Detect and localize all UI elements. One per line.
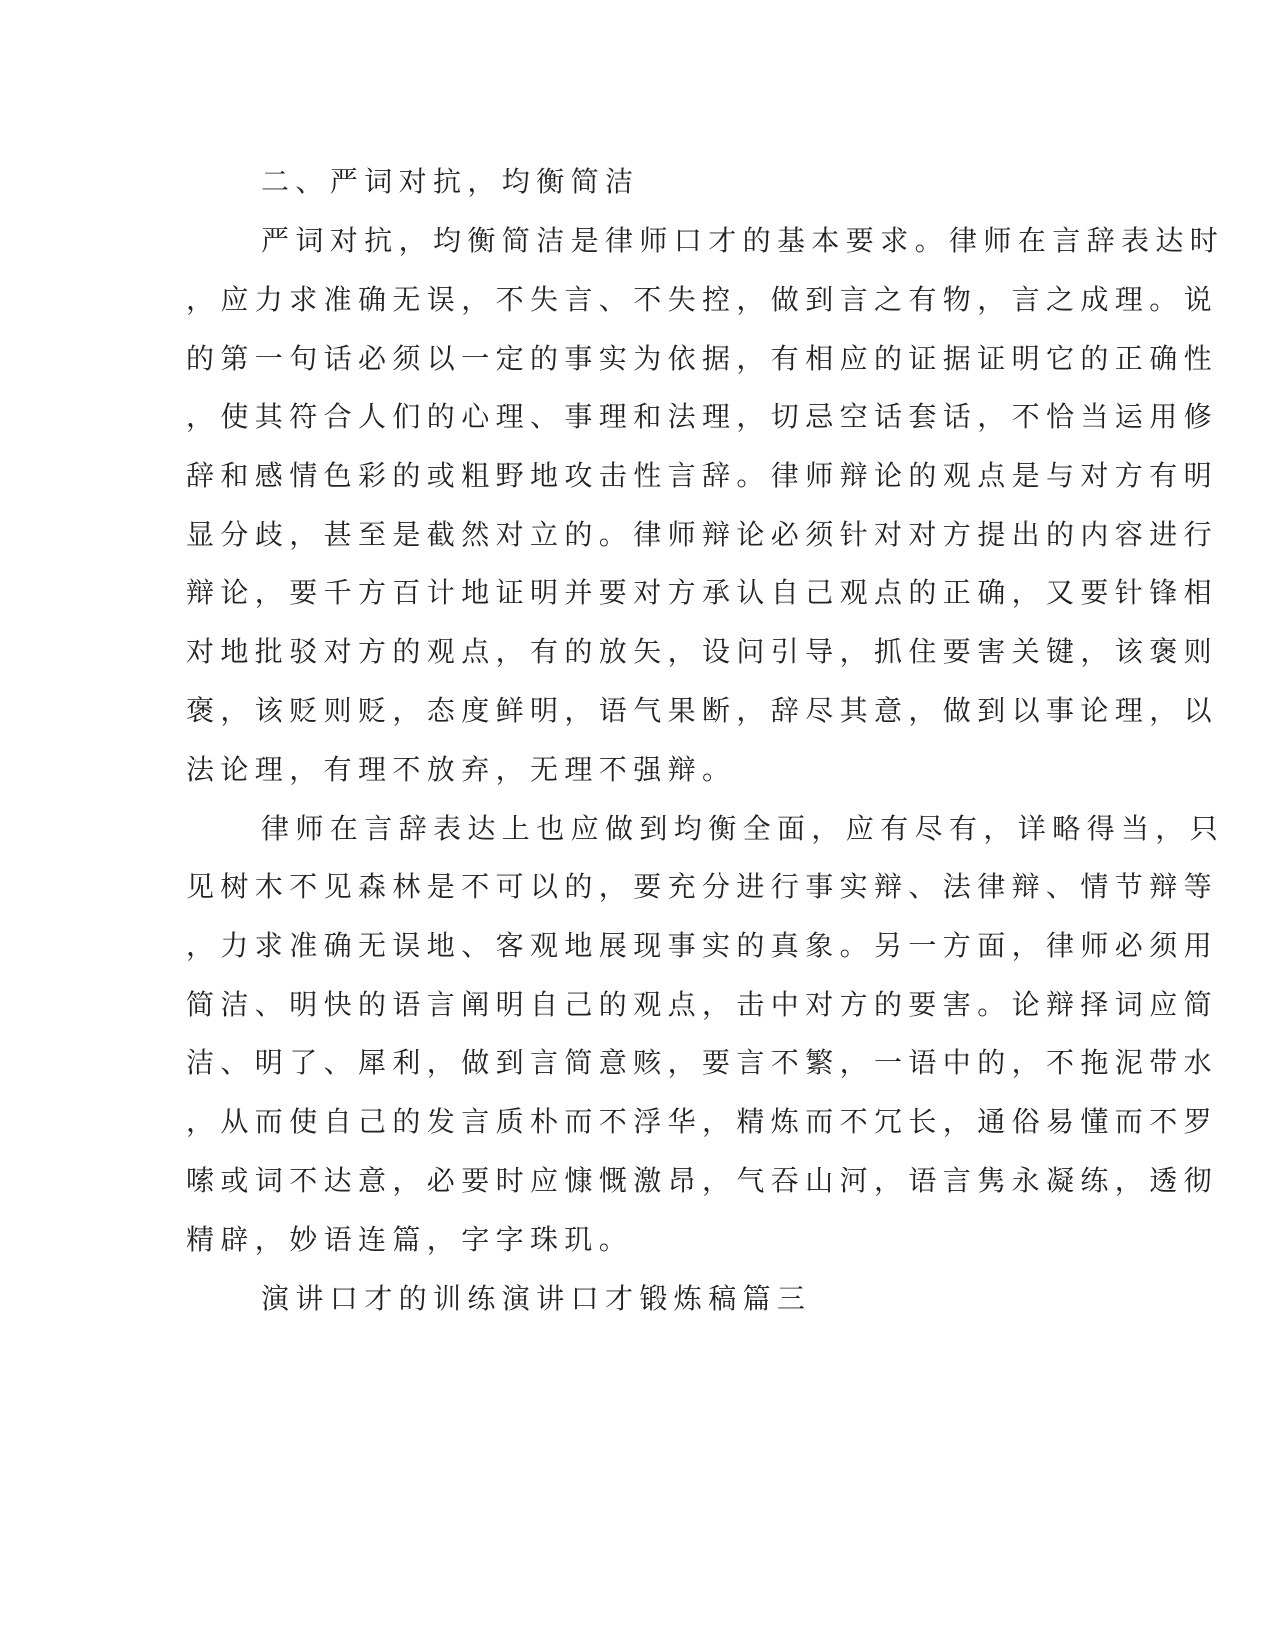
paragraph-line: 见树木不见森林是不可以的，要充分进行事实辩、法律辩、情节辩等: [186, 870, 1219, 903]
paragraph-line: 对地批驳对方的观点，有的放矢，设问引导，抓住要害关键，该褒则: [186, 635, 1219, 668]
section-heading: 二、严词对抗，均衡简洁: [261, 165, 640, 198]
paragraph-line: 嗦或词不达意，必要时应慷慨激昂，气吞山河，语言隽永凝练，透彻: [186, 1164, 1219, 1197]
paragraph-line: ，力求准确无误地、客观地展现事实的真象。另一方面，律师必须用: [186, 929, 1219, 962]
paragraph-line: ，应力求准确无误，不失言、不失控，做到言之有物，言之成理。说: [186, 283, 1219, 316]
section-title: 演讲口才的训练演讲口才锻炼稿篇三: [261, 1282, 812, 1315]
paragraph-line: 显分歧，甚至是截然对立的。律师辩论必须针对对方提出的内容进行: [186, 518, 1219, 551]
paragraph-line: 辞和感情色彩的或粗野地攻击性言辞。律师辩论的观点是与对方有明: [186, 459, 1219, 492]
paragraph-line: 严词对抗，均衡简洁是律师口才的基本要求。律师在言辞表达时: [261, 224, 1225, 257]
paragraph-line: 辩论，要千方百计地证明并要对方承认自己观点的正确，又要针锋相: [186, 576, 1219, 609]
paragraph-line: 褒，该贬则贬，态度鲜明，语气果断，辞尽其意，做到以事论理，以: [186, 694, 1219, 727]
paragraph-line: 精辟，妙语连篇，字字珠玑。: [186, 1223, 634, 1256]
paragraph-line: 律师在言辞表达上也应做到均衡全面，应有尽有，详略得当，只: [261, 812, 1225, 845]
paragraph-line: ，使其符合人们的心理、事理和法理，切忌空话套话，不恰当运用修: [186, 400, 1219, 433]
paragraph-line: ，从而使自己的发言质朴而不浮华，精炼而不冗长，通俗易懂而不罗: [186, 1105, 1219, 1138]
paragraph-line: 的第一句话必须以一定的事实为依据，有相应的证据证明它的正确性: [186, 342, 1219, 375]
paragraph-line: 简洁、明快的语言阐明自己的观点，击中对方的要害。论辩择词应简: [186, 988, 1219, 1021]
paragraph-line: 洁、明了、犀利，做到言简意赅，要言不繁，一语中的，不拖泥带水: [186, 1046, 1219, 1079]
paragraph-line: 法论理，有理不放弃，无理不强辩。: [186, 753, 737, 786]
